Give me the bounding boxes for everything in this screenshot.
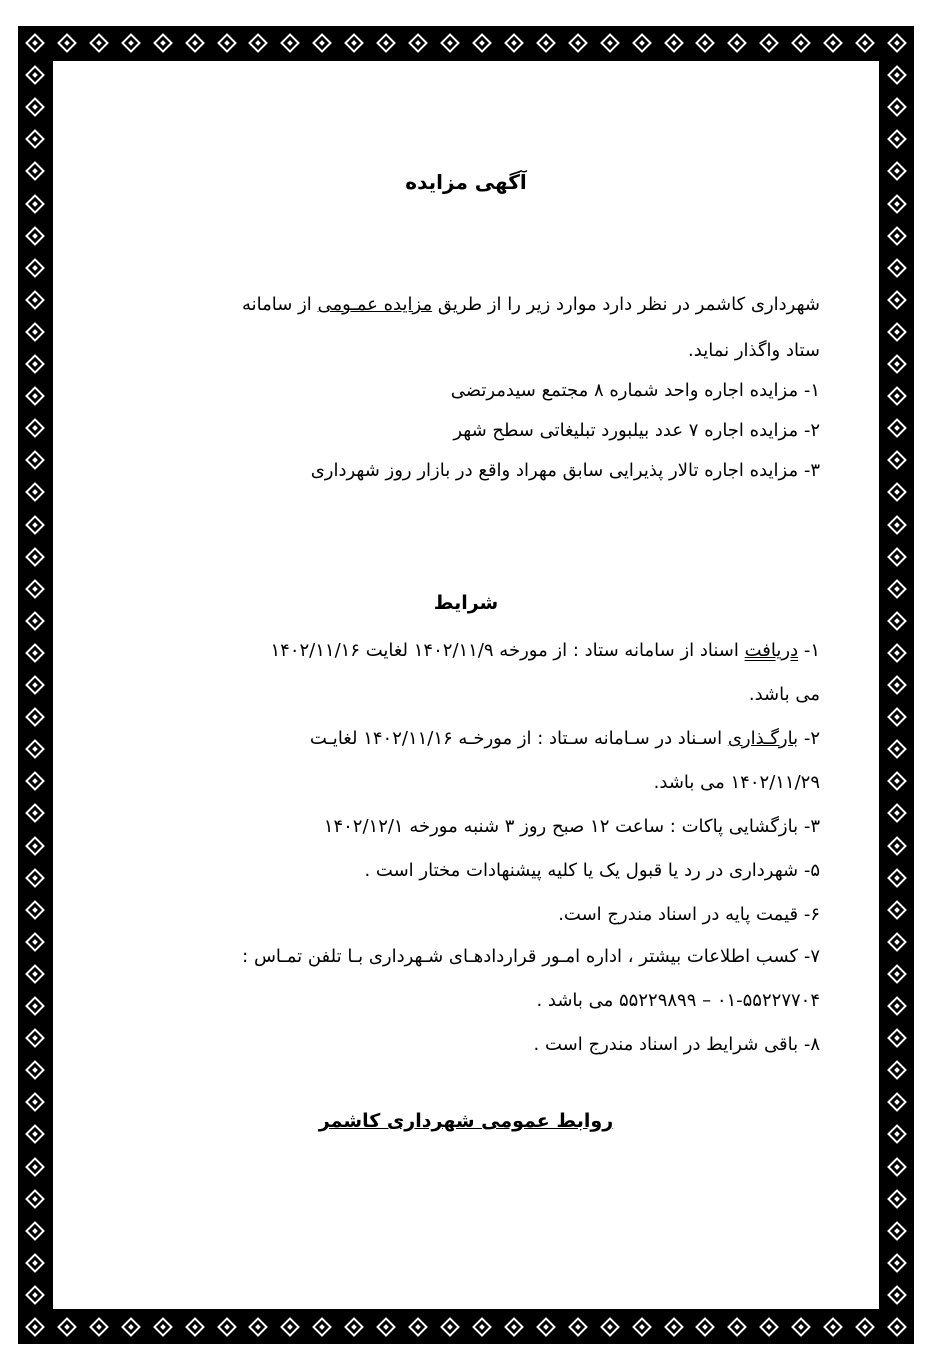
- notice-title: آگهی مزایده: [405, 170, 527, 194]
- condition-1-line-2: می باشد.: [748, 684, 820, 705]
- intro-underlined: مزایده عمـومی: [317, 294, 433, 315]
- condition-1-text: اسناد از سامانه ستاد : از مورخه ۱۴۰۲/۱۱/۹ لغایت ۱۴۰۲/۱۱/۱۶: [270, 640, 739, 661]
- condition-2-underlined: بارگـذاری: [727, 728, 799, 749]
- condition-5: ۵- شهرداری در رد یا قبول یک یا کلیه پیشنهادات مختار است .: [364, 860, 820, 881]
- condition-7-line-2: ۰۱-۵۵۲۲۷۷۰۴ – ۵۵۲۲۹۸۹۹ می باشد .: [536, 990, 820, 1011]
- condition-1-prefix: ۱-: [803, 640, 820, 661]
- list-item: ۱- مزایده اجاره واحد شماره ۸ مجتمع سیدمرتضی: [450, 380, 820, 401]
- condition-1-underlined: دریافت: [744, 640, 799, 661]
- condition-8: ۸- باقی شرایط در اسناد مندرج است .: [533, 1034, 820, 1055]
- conditions-title: شرایط: [433, 592, 499, 614]
- intro-line-2: ستاد واگذار نماید.: [688, 340, 820, 361]
- condition-2-prefix: ۲-: [803, 728, 820, 749]
- signature: روابط عمومی شهرداری کاشمر: [318, 1110, 614, 1132]
- condition-3: ۳- بازگشایی پاکات : ساعت ۱۲ صبح روز ۳ شنبه مورخه ۱۴۰۲/۱۲/۱: [323, 816, 820, 837]
- condition-2-line-2: ۱۴۰۲/۱۱/۲۹ می باشد.: [653, 772, 820, 793]
- condition-2-text: اسـناد در سـامانه سـتاد : از مورخـه ۱۴۰۲/۱۱/۱۶ لغایـت: [309, 728, 723, 749]
- intro-text-a: شهرداری کاشمر در نظر دارد موارد زیر را از طریق: [437, 294, 820, 315]
- condition-7: ۷- کسب اطلاعات بیشتر ، اداره امـور قراردادهـای شـهرداری بـا تلفن تمـاس :: [242, 946, 820, 967]
- intro-line-1: [242, 294, 820, 315]
- list-item: ۳- مزایده اجاره تالار پذیرایی سابق مهراد واقع در بازار روز شهرداری: [310, 460, 820, 481]
- list-item: ۲- مزایده اجاره ۷ عدد بیلبورد تبلیغاتی سطح شهر: [453, 420, 820, 441]
- intro-text-b: از سامانه: [242, 294, 312, 315]
- condition-6: ۶- قیمت پایه در اسناد مندرج است.: [558, 904, 820, 925]
- condition-1: [271, 640, 821, 661]
- condition-2: [310, 728, 820, 749]
